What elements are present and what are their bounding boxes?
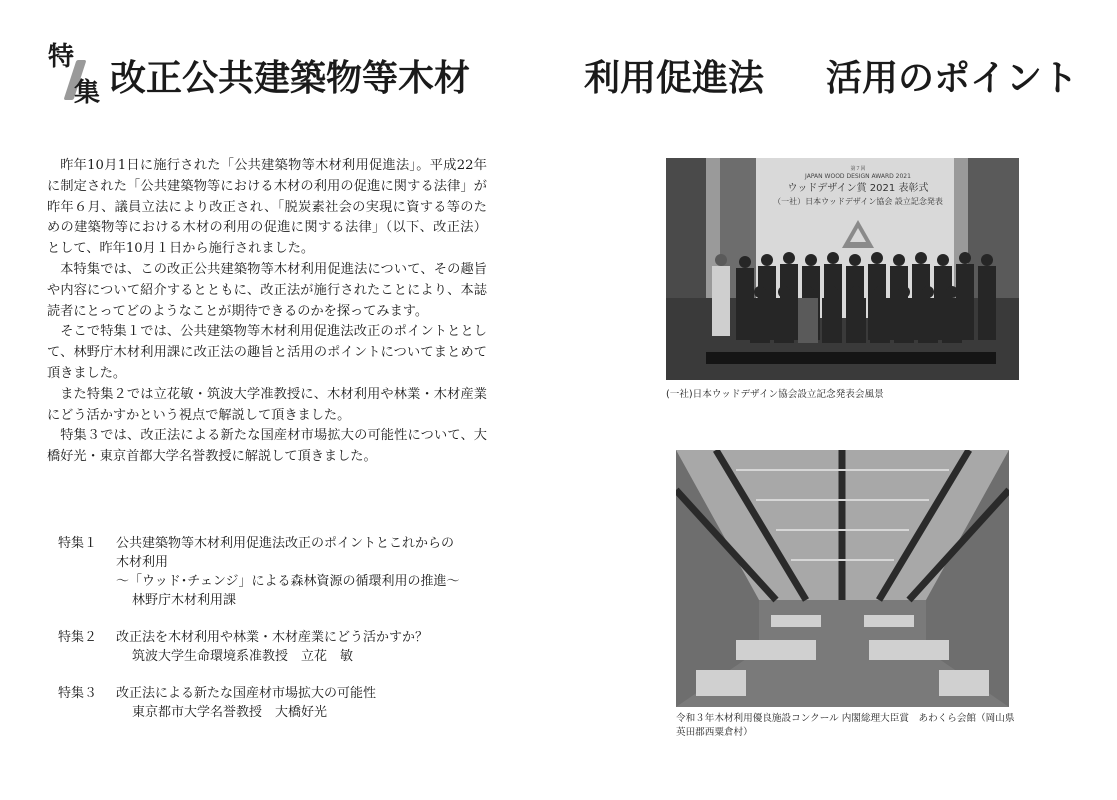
title-part-2: 利用促進法 (584, 57, 765, 99)
feature-number: 特集３ (58, 686, 98, 701)
photo-caption: 令和３年木材利用優良施設コンクール 内閣総理大臣賞 あわくら会館（岡山県英田郡西粟倉村） (676, 713, 1015, 738)
feature-title: 公共建築物等木材利用促進法改正のポイントとこれからの (116, 536, 455, 551)
badge-char-2: 集 (74, 78, 101, 108)
feature-title: 改正法による新たな国産材市場拡大の可能性 (116, 686, 377, 701)
intro-paragraph: 昨年10月1日に施行された「公共建築物等木材利用促進法」。平成22年に制定された「公共建築物等における木材の利用の促進に関する法律」が昨年６月、議員立法により改正され、「脱炭素社会の実現に資する等のための建築物等における木材の利用の促進に関する法律」（以下、改正法）として、昨年10月１日から施行されました。 (47, 158, 487, 257)
screen-line-4: （一社）日本ウッドデザイン協会 設立記念発表 (773, 197, 943, 206)
feature-author: 東京都市大学名誉教授 大橋好光 (132, 705, 328, 720)
award-ceremony-image (666, 158, 1019, 380)
page-title (110, 52, 1077, 104)
feature-subtitle: ～「ウッド･チェンジ」による森林資源の循環利用の推進～ (116, 574, 460, 589)
feature-title: 改正法を木材利用や林業・木材産業にどう活かすか？ (116, 630, 429, 645)
intro-paragraph: 特集３では、改正法による新たな国産材市場拡大の可能性について、大橋好光・東京首都大学名誉教授に解説して頂きました。 (47, 428, 487, 465)
feature-badge (48, 42, 104, 114)
title-part-1: 改正公共建築物等木材 (110, 57, 471, 99)
feature-title-cont: 木材利用 (116, 555, 169, 570)
feature-item-1 (58, 534, 498, 610)
feature-item-2 (58, 628, 498, 666)
award-ceremony-photo (666, 158, 1019, 380)
screen-line-3: ウッドデザイン賞 2021 表彰式 (787, 183, 929, 194)
badge-char-1: 特 (48, 42, 75, 72)
feature-number: 特集１ (58, 536, 98, 551)
intro-paragraph: また特集２では立花敏・筑波大学准教授に、木材利用や林業・木材産業にどう活かすかという視点で解説して頂きました。 (47, 386, 487, 423)
wooden-hall-image (676, 450, 1009, 707)
feature-author: 筑波大学生命環境系准教授 立花 敏 (132, 649, 354, 664)
feature-item-3 (58, 684, 498, 722)
photo-caption: (一社)日本ウッドデザイン協会設立記念発表会風景 (666, 389, 884, 400)
wooden-hall-photo (676, 450, 1009, 707)
screen-line-1: 第７回 (850, 166, 866, 172)
screen-line-2: JAPAN WOOD DESIGN AWARD 2021 (805, 173, 911, 180)
feature-author: 林野庁木材利用課 (132, 593, 237, 608)
intro-paragraph: そこで特集１では、公共建築物等木材利用促進法改正のポイントととして、林野庁木材利用課に改正法の趣旨と活用のポイントについてまとめて頂きました。 (47, 324, 487, 381)
feature-number: 特集２ (58, 630, 98, 645)
title-part-3: 活用のポイント (826, 57, 1079, 99)
intro-paragraph: 本特集では、この改正公共建築物等木材利用促進法について、その趣旨や内容について紹介するとともに、改正法が施行されたことにより、本誌読者にとってどのようなことが期待できるのかを探ってみます。 (47, 261, 487, 319)
feature-contents (58, 534, 498, 740)
intro-text (47, 156, 487, 468)
